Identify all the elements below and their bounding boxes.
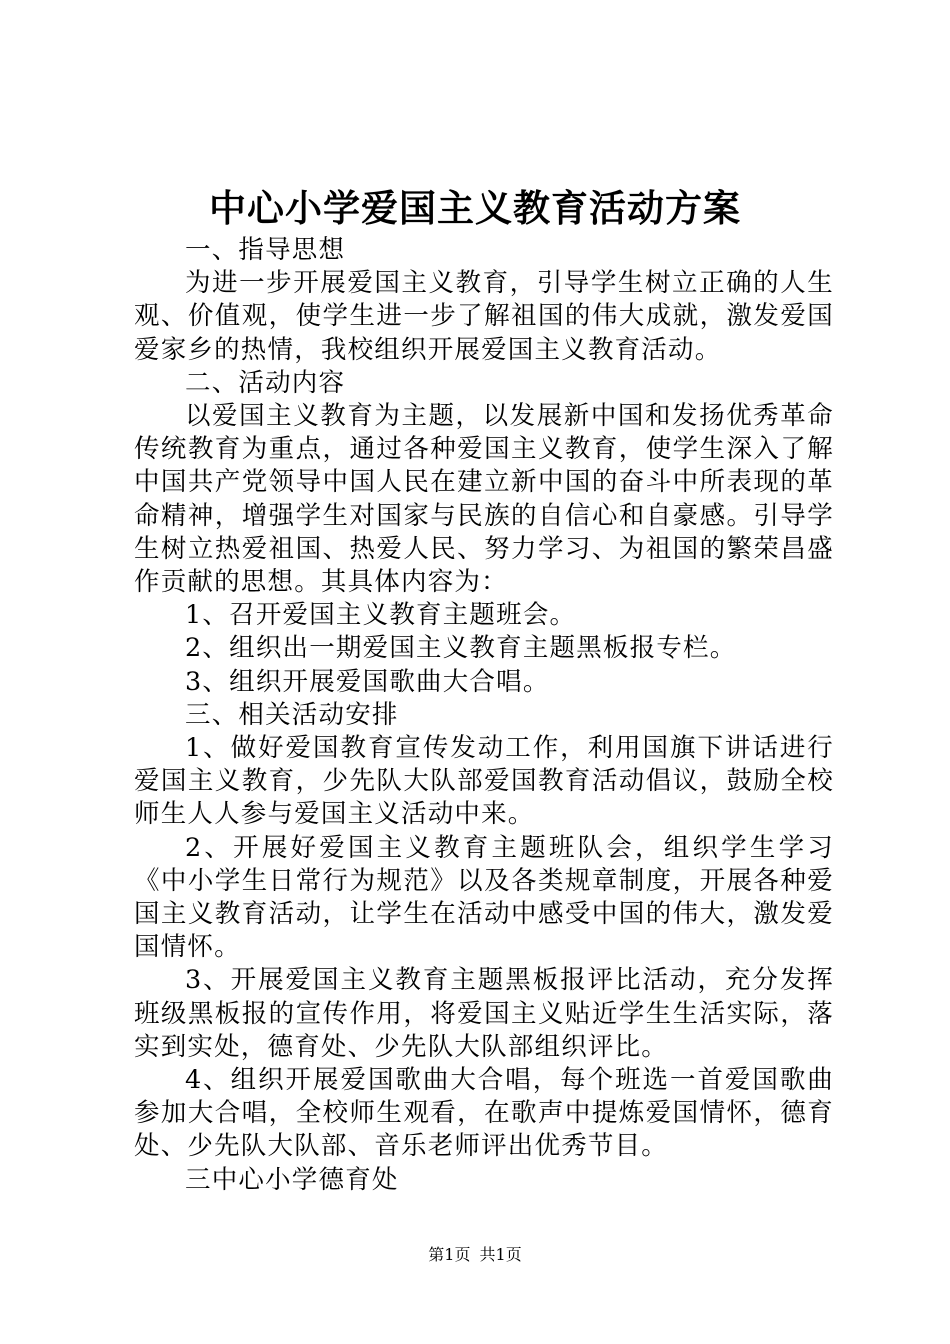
page-footer (0, 1243, 950, 1267)
page-number-current: 第1页 (428, 1245, 471, 1264)
list-item-class-meeting: 1、召开爱国主义教育主题班会。 (185, 600, 577, 631)
paragraph-activity-content: 以爱国主义教育为主题，以发展新中国和发扬优秀革命传统教育为重点，通过各种爱国主义教育，使学生深入了解中国共产党领导中国人民在建立新中国的奋斗中所表现的革命精神，增强学生对国家与民族的自信心和自豪感。引导学生树立热爱祖国、热爱人民、努力学习、为祖国的繁荣昌盛作贡献的思想。其具体内容为： (134, 401, 834, 598)
paragraph-guiding-thought: 为进一步开展爱国主义教育，引导学生树立正确的人生观、价值观，使学生进一步了解祖国的伟大成就，激发爱国爱家乡的热情，我校组织开展爱国主义教育活动。 (134, 268, 834, 365)
arrangement-item-blackboard: 3、开展爱国主义教育主题黑板报评比活动，充分发挥班级黑板报的宣传作用，将爱国主义贴近学生生活实际，落实到实处，德育处、少先队大队部组织评比。 (134, 965, 834, 1062)
arrangement-item-class-meeting: 2、开展好爱国主义教育主题班队会，组织学生学习《中小学生日常行为规范》以及各类规章制度，开展各种爱国主义教育活动，让学生在活动中感受中国的伟大，激发爱国情怀。 (134, 832, 834, 963)
list-item-chorus: 3、组织开展爱国歌曲大合唱。 (185, 666, 550, 697)
section-heading-arrangements: 三、相关活动安排 (185, 699, 399, 730)
section-heading-activity-content: 二、活动内容 (185, 367, 346, 398)
arrangement-item-publicity: 1、做好爱国教育宣传发动工作，利用国旗下讲话进行爱国主义教育，少先队大队部爱国教育活动倡议，鼓励全校师生人人参与爱国主义活动中来。 (134, 733, 834, 830)
section-heading-guiding-thought: 一、指导思想 (185, 235, 346, 265)
page-number-total: 共1页 (479, 1245, 522, 1264)
arrangement-item-chorus: 4、组织开展爱国歌曲大合唱，每个班选一首爱国歌曲参加大合唱，全校师生观看，在歌声中提炼爱国情怀，德育处、少先队大队部、音乐老师评出优秀节目。 (134, 1065, 834, 1162)
signature-line: 三中心小学德育处 (185, 1164, 399, 1195)
list-item-blackboard: 2、组织出一期爱国主义教育主题黑板报专栏。 (185, 633, 737, 664)
document-body (134, 234, 834, 1197)
document-title: 中心小学爱国主义教育活动方案 (209, 186, 741, 230)
